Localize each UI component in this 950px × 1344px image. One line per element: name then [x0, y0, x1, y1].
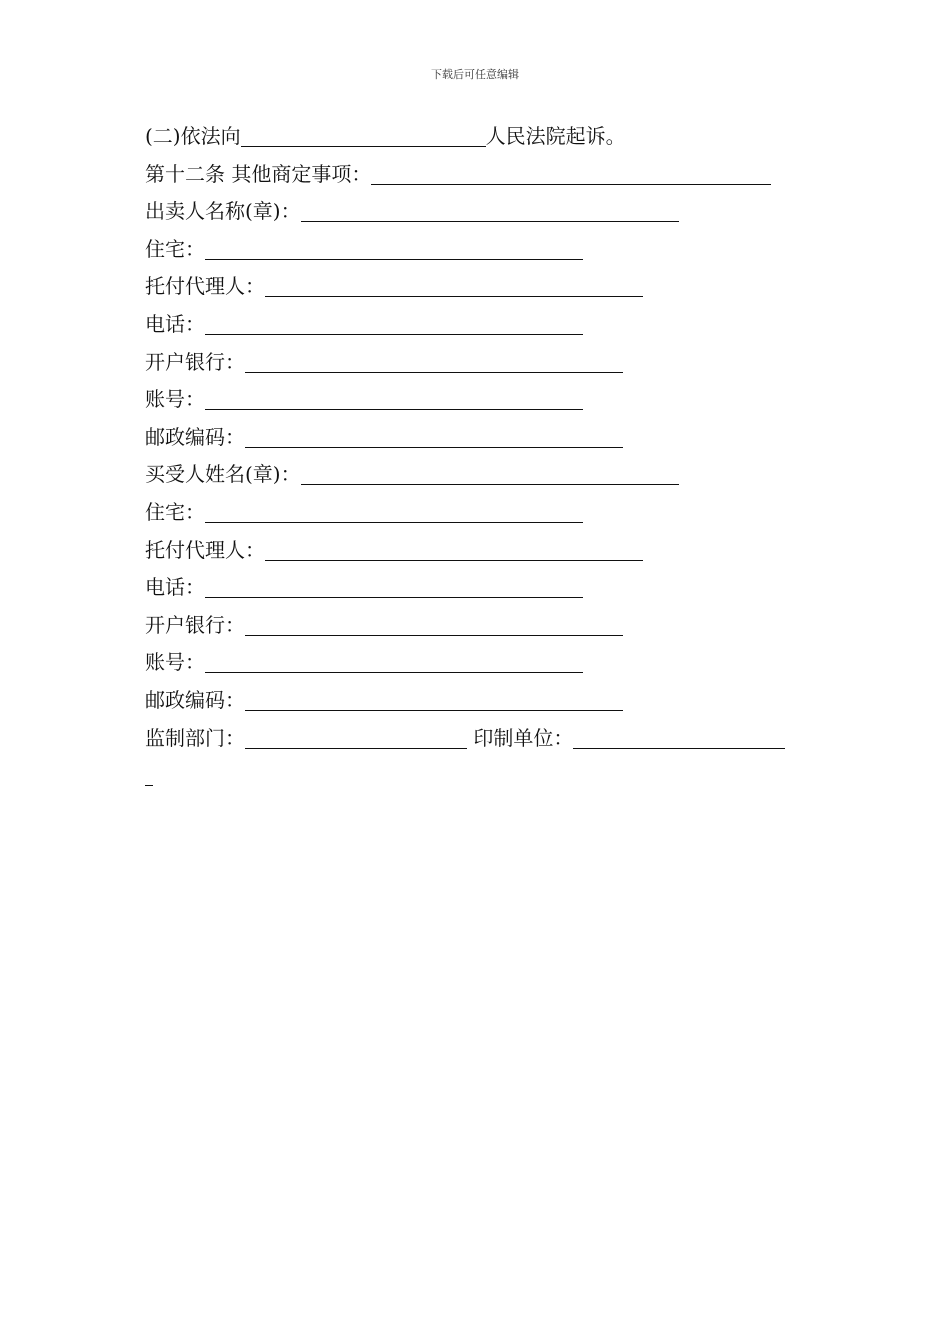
line-buyer-bank [145, 607, 845, 645]
seller-postcode-field[interactable] [245, 420, 623, 448]
seller-phone-field[interactable] [205, 307, 583, 335]
seller-bank-label: 开户银行： [145, 349, 245, 374]
other-matters-label: 第十二条 其他商定事项： [145, 161, 372, 186]
buyer-account-field[interactable] [205, 645, 583, 673]
court-name-field[interactable] [241, 119, 486, 147]
seller-account-field[interactable] [205, 382, 583, 410]
lawsuit-suffix: 人民法院起诉。 [485, 124, 626, 148]
line-seller-address [145, 231, 845, 269]
line-seller-phone [145, 306, 845, 344]
line-lawsuit [145, 118, 845, 156]
line-other-matters [145, 156, 845, 194]
seller-name-label: 出卖人名称(章)： [145, 199, 301, 224]
seller-address-label: 住宅： [145, 236, 205, 261]
buyer-agent-field[interactable] [265, 533, 643, 561]
other-matters-field[interactable] [371, 157, 771, 185]
buyer-postcode-field[interactable] [245, 683, 623, 711]
line-buyer-name [145, 456, 845, 494]
line-trailing-blank [145, 757, 845, 795]
seller-agent-label: 托付代理人： [145, 274, 265, 299]
seller-agent-field[interactable] [265, 269, 643, 297]
line-buyer-phone [145, 569, 845, 607]
seller-name-field[interactable] [301, 194, 679, 222]
lawsuit-prefix: (二)依法向 [145, 124, 241, 148]
trailing-blank-field[interactable] [145, 758, 153, 786]
page-header: 下载后可任意编辑 [431, 68, 519, 81]
buyer-name-field[interactable] [301, 457, 679, 485]
seller-phone-label: 电话： [145, 311, 205, 336]
buyer-name-label: 买受人姓名(章)： [145, 462, 301, 487]
buyer-bank-field[interactable] [245, 608, 623, 636]
line-seller-account [145, 381, 845, 419]
buyer-postcode-label: 邮政编码： [145, 687, 245, 712]
line-seller-postcode [145, 419, 845, 457]
line-buyer-agent [145, 532, 845, 570]
line-buyer-account [145, 644, 845, 682]
supervisor-field[interactable] [245, 721, 467, 749]
printer-label: 印制单位： [473, 725, 574, 750]
buyer-phone-label: 电话： [145, 575, 205, 600]
printer-field[interactable] [573, 721, 785, 749]
line-buyer-postcode [145, 682, 845, 720]
seller-account-label: 账号： [145, 387, 205, 412]
line-seller-bank [145, 344, 845, 382]
seller-address-field[interactable] [205, 232, 583, 260]
supervisor-label: 监制部门： [145, 725, 245, 750]
seller-bank-field[interactable] [245, 345, 623, 373]
line-seller-agent [145, 268, 845, 306]
line-supervisor-printer [145, 720, 845, 758]
buyer-agent-label: 托付代理人： [145, 537, 265, 562]
contract-body [145, 118, 845, 795]
line-buyer-address [145, 494, 845, 532]
line-seller-name [145, 193, 845, 231]
buyer-address-label: 住宅： [145, 499, 205, 524]
buyer-account-label: 账号： [145, 650, 205, 675]
buyer-address-field[interactable] [205, 495, 583, 523]
buyer-bank-label: 开户银行： [145, 612, 245, 637]
seller-postcode-label: 邮政编码： [145, 424, 245, 449]
buyer-phone-field[interactable] [205, 570, 583, 598]
